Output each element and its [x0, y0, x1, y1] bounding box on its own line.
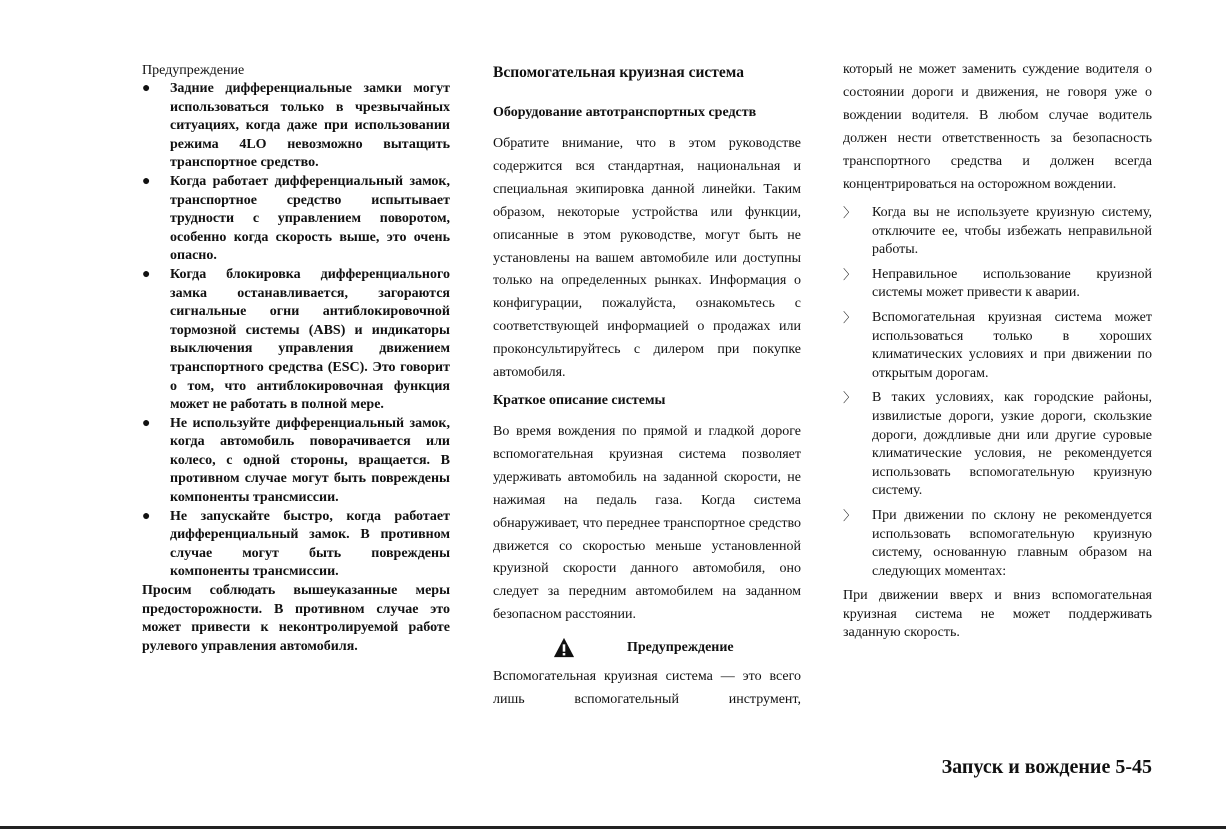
bullet-icon: ● — [142, 81, 151, 96]
intro-paragraph: который не может заменить суждение водителя о состоянии дороги и движения, не говоря уже о вождении водителя. В любом случае водитель должен нести ответственность за безопасность транспортного средства и должен всегда концентрироваться на осторожном вождении. — [843, 62, 1152, 192]
list-item: 〉 При движении по склону не рекомендуется использовать вспомогательную круизную систему, основанную главным образом на следующих моментах: — [843, 507, 1152, 579]
right-column — [843, 58, 1152, 643]
warning-heading: Предупреждение — [142, 63, 245, 78]
bullet-icon: ● — [142, 508, 151, 524]
list-item: ● Когда блокировка дифференциального замка останавливается, загораются сигнальные огни антиблокировочной тормозной системы (ABS) и индикаторы выключения управления движением транспортного средства (ESC). Это говорит о том, что антиблокировочная функция может не работать в полной мере. — [142, 266, 450, 413]
middle-column — [493, 58, 801, 718]
list-item: ● Когда работает дифференциальный замок, транспортное средство испытывает трудности с управлением поворотом, особенно когда скорость выше, это очень опасно. — [142, 173, 450, 264]
bullet-icon: ● — [142, 266, 151, 282]
outro-paragraph: При движении вверх и вниз вспомогательная круизная система не может поддерживать заданную скорость. — [843, 588, 1152, 641]
equipment-heading: Оборудование автотранспортных средств — [493, 105, 757, 120]
equipment-text: Обратите внимание, что в этом руководстве содержится вся стандартная, национальная и специальная экипировка данной линейки. Таким образом, некоторые устройства или функции, описанные в этом руководстве, могут быть не установлены на вашем автомобиле или доступны только на определенных рынках. Информация о конфигурации, пожалуйста, ознакомьтесь с соответствующей информацией о продажах или проконсультируйтесь с дилером при покупке автомобиля. — [493, 136, 801, 381]
list-item: 〉 Вспомогательная круизная система может использоваться только в хороших климатических условиях и при движении по открытым дорогам. — [843, 309, 1152, 381]
cruise-notes-list — [843, 204, 1152, 581]
list-item: 〉 В таких условиях, как городские районы, извилистые дороги, узкие дороги, скользкие дороги, дождливые дни или другие суровые климатические условия, не рекомендуется использовать вспомогательную круизную систему. — [843, 390, 1152, 499]
warning-title: Предупреждение — [627, 640, 734, 656]
left-column — [142, 58, 450, 656]
bullet-icon: ● — [142, 173, 151, 189]
system-description-heading: Краткое описание системы — [493, 392, 666, 408]
warning-triangle-icon — [553, 637, 575, 659]
warning-header — [493, 635, 801, 661]
list-item: ● Задние дифференциальные замки могут использоваться только в чрезвычайных ситуациях, когда даже при использовании режима 4LO невозможно вытащить транспортное средство. — [142, 81, 450, 171]
section-title: Вспомогательная круизная система — [493, 64, 745, 81]
chevron-right-icon: 〉 — [843, 266, 857, 282]
chevron-right-icon: 〉 — [843, 309, 857, 325]
bullet-icon: ● — [142, 415, 151, 431]
list-item: ● Не запускайте быстро, когда работает дифференциальный замок. В противном случае могут быть повреждены компоненты трансмиссии. — [142, 508, 450, 580]
chevron-right-icon: 〉 — [843, 390, 857, 406]
page-footer-label: Запуск и вождение 5-45 — [941, 756, 1152, 778]
list-item: ● Не используйте дифференциальный замок, когда автомобиль поворачивается или колесо, с одной стороны, вращается. В противном случае могут быть повреждены компоненты трансмиссии. — [142, 415, 450, 506]
list-item: 〉 Неправильное использование круизной системы может привести к аварии. — [843, 266, 1152, 301]
warning-list — [142, 80, 450, 582]
precaution-note: Просим соблюдать вышеуказанные меры предосторожности. В противном случае это может привести к неконтролируемой работе рулевого управления автомобиля. — [142, 583, 450, 654]
list-item: 〉 Когда вы не используете круизную систему, отключите ее, чтобы избежать неправильной работы. — [843, 205, 1152, 258]
chevron-right-icon: 〉 — [843, 205, 857, 220]
chevron-right-icon: 〉 — [843, 507, 857, 523]
system-description-text: Во время вождения по прямой и гладкой дороге вспомогательная круизная система позволяет удерживать автомобиль на заданной скорости, не нажимая на педаль газа. Когда система обнаруживает, что переднее транспортное средство движется со скоростью меньше установленной круизной скорости данного автомобиля, оно следует за передним автомобилем на заданном безопасном расстоянии. — [493, 423, 801, 623]
warning-text: Вспомогательная круизная система — это всего лишь вспомогательный инструмент, — [493, 669, 801, 708]
